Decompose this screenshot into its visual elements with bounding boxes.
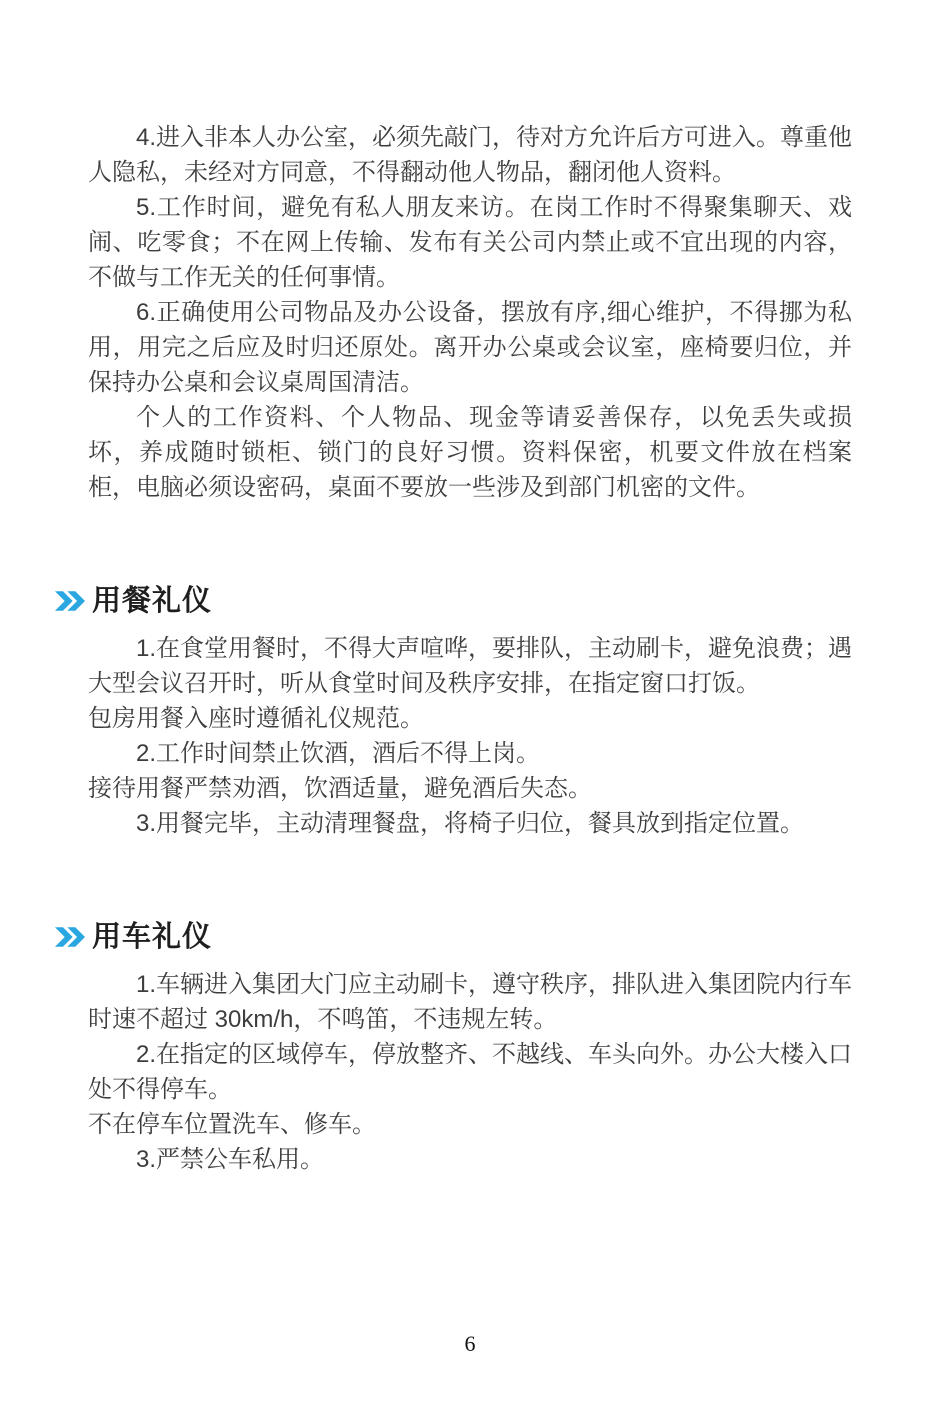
section-paragraph: 1.在食堂用餐时，不得大声喧哗，要排队，主动刷卡，避免浪费；遇大型会议召开时，听从食堂时间及秩序安排，在指定窗口打饭。 — [88, 635, 853, 697]
section-paragraph: 2.在指定的区域停车，停放整齐、不越线、车头向外。办公大楼入口处不得停车。 — [88, 1041, 853, 1103]
page-number: 6 — [464, 1331, 476, 1356]
section-body — [88, 967, 852, 1177]
page-content — [88, 120, 852, 1177]
section-paragraph: 3.用餐完毕，主动清理餐盘，将椅子归位，餐具放到指定位置。 — [136, 810, 805, 837]
double-chevron-right-icon — [55, 927, 85, 947]
section-paragraph: 2.工作时间禁止饮酒，酒后不得上岗。 — [136, 740, 541, 767]
intro-paragraph: 6.正确使用公司物品及办公设备，摆放有序,细心维护，不得挪为私用，用完之后应及时归还原处。离开办公桌或会议室，座椅要归位，并保持办公桌和会议桌周国清洁。 — [88, 299, 852, 396]
intro-paragraph: 个人的工作资料、个人物品、现金等请妥善保存，以免丢失或损坏，养成随时锁柜、锁门的良好习惯。资料保密，机要文件放在档案柜，电脑必须设密码，桌面不要放一些涉及到部门机密的文件。 — [88, 404, 852, 501]
section-paragraph: 1.车辆进入集团大门应主动刷卡，遵守秩序，排队进入集团院内行车时速不超过 30km/h，不鸣笛，不违规左转。 — [88, 971, 853, 1033]
intro-paragraph: 5.工作时间，避免有私人朋友来访。在岗工作时不得聚集聊天、戏闹、吃零食；不在网上传输、发布有关公司内禁止或不宜出现的内容，不做与工作无关的任何事情。 — [88, 194, 852, 291]
section-heading — [55, 917, 852, 957]
section-heading — [55, 581, 852, 621]
section-paragraph: 3.严禁公车私用。 — [136, 1146, 325, 1173]
section-body — [88, 631, 852, 841]
section-paragraph: 接待用餐严禁劝酒，饮酒适量，避免酒后失态。 — [88, 775, 592, 802]
sections-container — [88, 581, 852, 1177]
section-title: 用餐礼仪 — [92, 585, 213, 617]
etiquette-section — [88, 917, 852, 1177]
intro-section — [88, 120, 852, 505]
etiquette-section — [88, 581, 852, 841]
section-paragraph: 包房用餐入座时遵循礼仪规范。 — [88, 705, 424, 732]
double-chevron-right-icon — [55, 591, 85, 611]
section-paragraph: 不在停车位置洗车、修车。 — [88, 1111, 376, 1138]
intro-paragraph: 4.进入非本人办公室，必须先敲门，待对方允许后方可进入。尊重他人隐私，未经对方同意，不得翻动他人物品，翻闭他人资料。 — [88, 124, 853, 186]
section-title: 用车礼仪 — [92, 921, 213, 953]
